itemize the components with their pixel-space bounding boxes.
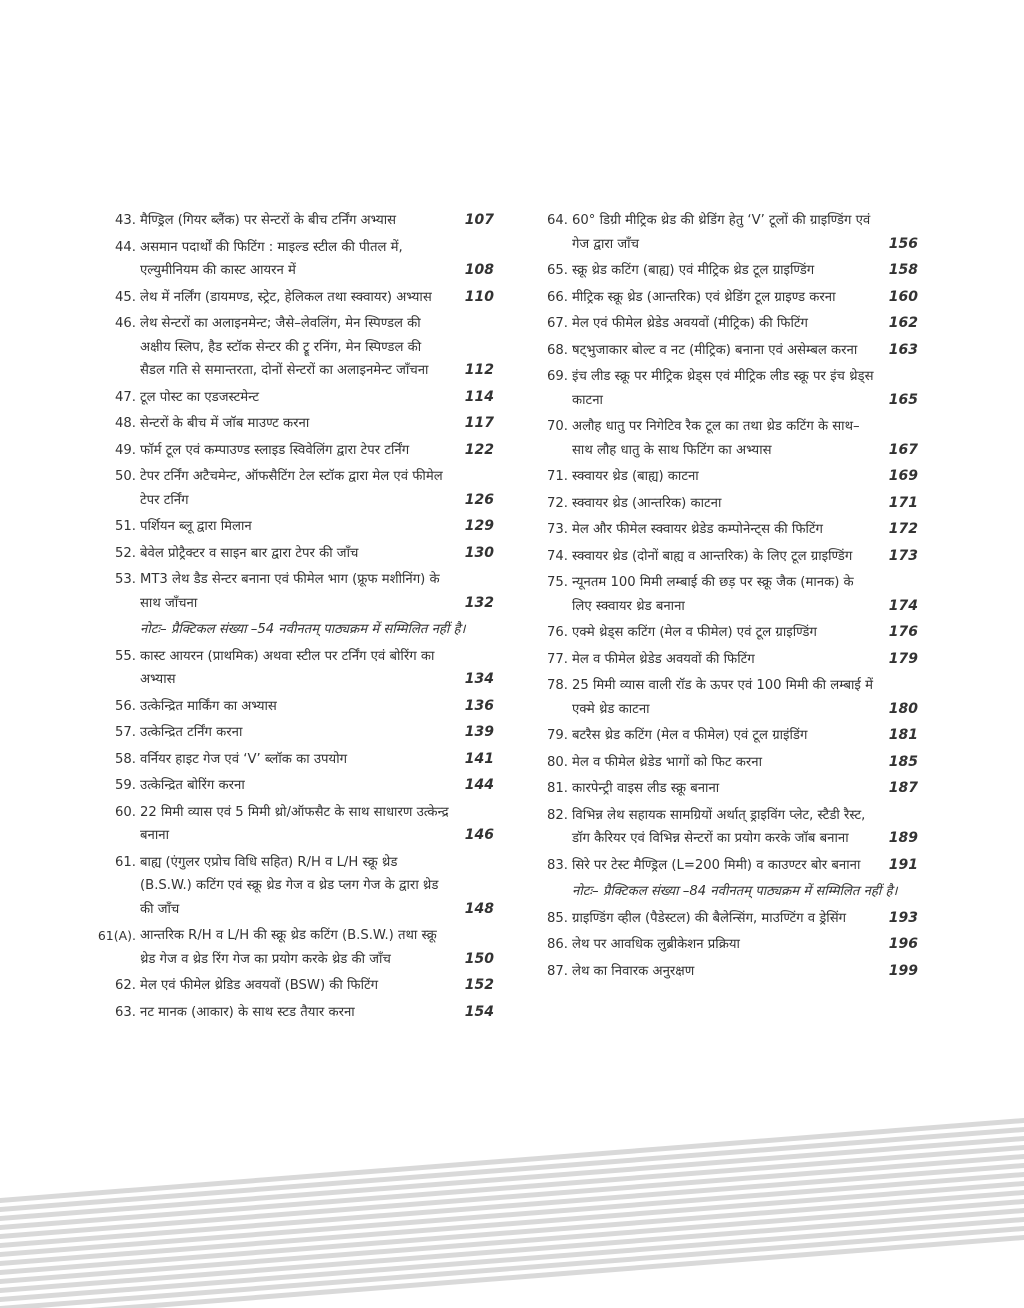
entry-page-number: 152 [464, 977, 494, 993]
contents-entry [96, 209, 494, 233]
entry-title: वर्नियर हाइट गेज एवं ‘V’ ब्लॉक का उपयोग [140, 751, 348, 767]
entry-number: 53. [115, 572, 136, 587]
contents-entry [96, 515, 494, 539]
entry-number: 46. [115, 316, 136, 331]
note-text: नोटः– प्रैक्टिकल संख्या –84 नवीनतम् पाठ्यक्रम में सम्मिलित नहीं है। [572, 884, 898, 899]
contents-entry [528, 312, 918, 336]
entry-number: 83. [547, 857, 568, 873]
entry-title: लेथ सेन्टरों का अलाइनमेन्ट; जैसे–लेवलिंग, मेन स्पिण्डल की अक्षीय स्लिप, हैड स्टॉक सेन्टर की ट्रू रनिंग, मेन स्पिण्डल की सैडल गति से समान्तरता, दोनों सेन्टरों का अलाइनमेन्ट जाँचना [140, 316, 429, 378]
entry-title: कास्ट आयरन (प्राथमिक) अथवा स्टील पर टर्निंग एवं बोरिंग का अभ्यास [140, 648, 435, 687]
contents-entry [528, 209, 918, 256]
entry-page-number: 199 [888, 962, 918, 979]
contents-entry [96, 974, 494, 998]
entry-title: पर्शियन ब्लू द्वारा मिलान [140, 519, 252, 534]
entry-title: अलौह धातु पर निगेटिव रैक टूल का तथा थ्रेड कटिंग के साथ–साथ लौह धातु के साथ फिटिंग का अभ्यास [572, 419, 860, 458]
entry-number: 52. [115, 545, 136, 561]
entry-page-number: 141 [464, 750, 494, 767]
entry-page-number: 185 [888, 753, 918, 770]
contents-entry [96, 568, 494, 615]
entry-title: टेपर टर्निंग अटैचमेन्ट, ऑफसैटिंग टेल स्टॉक द्वारा मेल एवं फीमेल टेपर टर्निंग [140, 469, 443, 508]
entry-page-number: 169 [888, 468, 918, 484]
entry-number: 57. [115, 725, 136, 740]
contents-entry [96, 1001, 494, 1025]
entry-number: 66. [547, 289, 568, 305]
entry-number: 82. [547, 807, 568, 823]
contents-entry [528, 286, 918, 310]
entry-title: मेल और फीमेल स्क्वायर थ्रेडेड कम्पोनेन्ट्स की फिटिंग [572, 522, 823, 537]
entry-page-number: 193 [888, 909, 918, 926]
entry-number: 73. [547, 522, 568, 537]
entry-page-number: 179 [888, 650, 918, 667]
entry-page-number: 107 [464, 212, 494, 228]
entry-page-number: 110 [464, 288, 494, 305]
contents-entry [528, 907, 918, 931]
entry-number: 48. [115, 416, 136, 431]
entry-page-number: 129 [464, 518, 494, 534]
entry-number: 63. [115, 1004, 136, 1020]
entry-number: 59. [115, 778, 136, 793]
entry-page-number: 146 [464, 827, 494, 843]
decorative-stripes [0, 1118, 1024, 1308]
entry-title: नट मानक (आकार) के साथ स्टड तैयार करना [140, 1004, 355, 1020]
entry-number: 64. [547, 213, 568, 228]
entry-page-number: 162 [888, 315, 918, 331]
entry-page-number: 122 [464, 441, 494, 458]
entry-title: टूल पोस्ट का एडजस्टमेन्ट [140, 389, 259, 405]
entry-number: 51. [115, 519, 136, 534]
entry-number: 58. [115, 751, 136, 767]
contents-entry [528, 933, 918, 957]
contents-entry [96, 721, 494, 745]
entry-page-number: 126 [464, 491, 494, 508]
contents-entry [528, 648, 918, 672]
entry-page-number: 136 [464, 697, 494, 714]
entry-number: 69. [547, 369, 568, 384]
entry-title: स्क्वायर थ्रेड (बाह्य) काटना [572, 469, 699, 484]
contents-entry [96, 465, 494, 512]
entry-number: 70. [547, 419, 568, 434]
entry-number: 43. [115, 213, 136, 228]
entry-page-number: 117 [464, 415, 494, 431]
entry-number: 71. [547, 469, 568, 484]
entry-page-number: 174 [888, 597, 918, 614]
entry-title: न्यूनतम 100 मिमी लम्बाई की छड़ पर स्क्रू जैक (मानक) के लिए स्क्वायर थ्रेड बनाना [572, 575, 854, 614]
contents-entry [96, 645, 494, 692]
entry-page-number: 167 [888, 441, 918, 458]
entry-page-number: 176 [888, 624, 918, 640]
entry-page-number: 189 [888, 830, 918, 846]
entry-title: मैण्ड्रिल (गियर ब्लैंक) पर सेन्टरों के बीच टर्निंग अभ्यास [140, 213, 397, 228]
entry-page-number: 172 [888, 521, 918, 537]
entry-number: 61(A). [97, 928, 136, 943]
entry-number: 78. [547, 678, 568, 693]
entry-page-number: 163 [888, 341, 918, 358]
contents-entry [528, 365, 918, 412]
contents-entry [96, 748, 494, 772]
contents-entry [528, 804, 918, 851]
entry-number: 79. [547, 728, 568, 743]
contents-entry [96, 851, 494, 922]
entry-title: मेल एवं फीमेल थ्रेडिड अवयवों (BSW) की फिटिंग [140, 978, 379, 993]
contents-entry [528, 545, 918, 569]
contents-entry [528, 339, 918, 363]
entry-page-number: 187 [888, 780, 918, 796]
entry-title: ग्राइण्डिंग व्हील (पैडेस्टल) की बैलेन्सिंग, माउण्टिंग व ड्रेसिंग [572, 910, 847, 926]
contents-entry [528, 621, 918, 645]
entry-page-number: 154 [464, 1003, 494, 1020]
contents-entry [528, 492, 918, 516]
entry-number: 56. [115, 698, 136, 714]
contents-entry [96, 286, 494, 310]
entry-page-number: 112 [464, 362, 494, 378]
contents-left-column [96, 209, 494, 1027]
entry-number: 67. [547, 316, 568, 331]
entry-title: 22 मिमी व्यास एवं 5 मिमी थ्रो/ऑफसैट के साथ साधारण उत्केन्द्र बनाना [140, 804, 449, 843]
contents-entry [96, 542, 494, 566]
entry-title: लेथ में नर्लिंग (डायमण्ड, स्ट्रेट, हेलिकल तथा स्क्वायर) अभ्यास [140, 289, 432, 305]
entry-number: 47. [115, 389, 136, 405]
note-text: नोटः– प्रैक्टिकल संख्या –54 नवीनतम् पाठ्यक्रम में सम्मिलित नहीं है। [140, 622, 466, 637]
entry-title: स्क्रू थ्रेड कटिंग (बाह्य) एवं मीट्रिक थ्रेड टूल ग्राइण्डिंग [572, 263, 815, 278]
contents-entry [528, 465, 918, 489]
entry-page-number: 196 [888, 936, 918, 952]
entry-title: लेथ का निवारक अनुरक्षण [572, 963, 695, 979]
contents-entry [96, 386, 494, 410]
entry-number: 68. [547, 342, 568, 358]
entry-title: मेल व फीमेल थ्रेडेड भागों को फिट करना [572, 754, 763, 770]
entry-page-number: 130 [464, 544, 494, 561]
entry-number: 85. [547, 910, 568, 926]
entry-number: 65. [547, 263, 568, 278]
entry-page-number: 139 [464, 724, 494, 740]
entry-page-number: 108 [464, 262, 494, 278]
entry-title: कारपेन्ट्री वाइस लीड स्क्रू बनाना [572, 781, 720, 796]
entry-number: 76. [547, 625, 568, 640]
entry-number: 74. [547, 548, 568, 564]
contents-entry [96, 801, 494, 848]
entry-title: मेल व फीमेल थ्रेडेड अवयवों की फिटिंग [572, 651, 755, 667]
entry-page-number: 134 [464, 671, 494, 687]
entry-number: 75. [547, 575, 568, 590]
entry-page-number: 171 [888, 494, 918, 511]
entry-page-number: 173 [888, 547, 918, 564]
entry-page-number: 114 [464, 388, 494, 405]
entry-title: बटरैस थ्रेड कटिंग (मेल व फीमेल) एवं टूल ग्राइंडिंग [572, 728, 808, 743]
entry-title: आन्तरिक R/H व L/H की स्क्रू थ्रेड कटिंग (B.S.W.) तथा स्क्रू थ्रेड गेज व थ्रेड रिंग गेज का प्रयोग करके थ्रेड की जाँच [140, 928, 437, 967]
entry-page-number: 180 [888, 700, 918, 717]
entry-title: स्क्वायर थ्रेड (दोनों बाह्य व आन्तरिक) के लिए टूल ग्राइण्डिंग [572, 548, 853, 564]
contents-entry [96, 236, 494, 283]
entry-page-number: 156 [888, 235, 918, 252]
entry-title: असमान पदार्थों की फिटिंग : माइल्ड स्टील की पीतल में, एल्युमीनियम की कास्ट आयरन में [140, 239, 403, 278]
entry-page-number: 160 [888, 288, 918, 305]
entry-title: सेन्टरों के बीच में जॉब माउण्ट करना [140, 416, 310, 431]
entry-page-number: 158 [888, 262, 918, 278]
entry-number: 61. [115, 854, 136, 870]
entry-number: 50. [115, 469, 136, 484]
entry-title: बेवेल प्रोट्रैक्टर व साइन बार द्वारा टेपर की जाँच [140, 545, 359, 561]
contents-entry [96, 695, 494, 719]
contents-entry [528, 854, 918, 878]
contents-entry [96, 312, 494, 383]
entry-title: बाह्य (एंगुलर एप्रोच विधि सहित) R/H व L/H स्क्रू थ्रेड (B.S.W.) कटिंग एवं स्क्रू थ्रेड गेज व थ्रेड प्लग गेज के द्वारा थ्रेड की जाँच [140, 854, 439, 917]
entry-number: 60. [115, 804, 136, 820]
entry-page-number: 144 [464, 777, 494, 793]
entry-title: 60° डिग्री मीट्रिक थ्रेड की थ्रेडिंग हेतु ‘V’ टूलों की ग्राइण्डिंग एवं गेज द्वारा जाँच [572, 213, 871, 252]
entry-number: 45. [115, 289, 136, 305]
entry-page-number: 181 [888, 727, 918, 743]
contents-entry [528, 751, 918, 775]
entry-title: उत्केन्द्रित बोरिंग करना [140, 778, 245, 793]
entry-title: विभिन्न लेथ सहायक सामग्रियों अर्थात् ड्राइविंग प्लेट, स्टैडी रैस्ट, डॉग कैरियर एवं विभिन्न सेन्टरों का प्रयोग करके जॉब बनाना [572, 807, 866, 846]
contents-entry [528, 571, 918, 618]
entry-number: 81. [547, 781, 568, 796]
entry-page-number: 148 [464, 900, 494, 917]
contents-entry [528, 777, 918, 801]
entry-page-number: 165 [888, 391, 918, 408]
entry-title: उत्केन्द्रित टर्निंग करना [140, 725, 243, 740]
entry-title: एक्मे थ्रेड्स कटिंग (मेल व फीमेल) एवं टूल ग्राइण्डिंग [572, 625, 817, 640]
entry-title: फॉर्म टूल एवं कम्पाउण्ड स्लाइड स्विवेलिंग द्वारा टेपर टर्निंग [140, 442, 410, 458]
entry-number: 86. [547, 937, 568, 952]
entry-number: 44. [115, 239, 136, 255]
entry-number: 77. [547, 651, 568, 667]
contents-entry [96, 924, 494, 971]
entry-title: स्क्वायर थ्रेड (आन्तरिक) काटना [572, 495, 722, 511]
entry-title: लेथ पर आवधिक लुब्रीकेशन प्रक्रिया [572, 937, 740, 952]
entry-title: मेल एवं फीमेल थ्रेडेड अवयवों (मीट्रिक) की फिटिंग [572, 316, 808, 331]
entry-title: इंच लीड स्क्रू पर मीट्रिक थ्रेड्स एवं मीट्रिक लीड स्क्रू पर इंच थ्रेड्स काटना [572, 369, 874, 408]
contents-right-column [528, 209, 918, 986]
contents-entry [96, 439, 494, 463]
entry-number: 62. [115, 978, 136, 993]
contents-entry [96, 412, 494, 436]
entry-title: 25 मिमी व्यास वाली रॉड के ऊपर एवं 100 मिमी की लम्बाई में एक्मे थ्रेड काटना [572, 678, 873, 717]
entry-page-number: 150 [464, 950, 494, 967]
entry-title: सिरे पर टेस्ट मैण्ड्रिल (L=200 मिमी) व काउण्टर बोर बनाना [572, 857, 861, 873]
contents-entry [528, 674, 918, 721]
entry-title: मीट्रिक स्क्रू थ्रेड (आन्तरिक) एवं थ्रेडिंग टूल ग्राइण्ड करना [572, 289, 836, 305]
contents-entry [528, 518, 918, 542]
entry-title: MT3 लेथ डैड सेन्टर बनाना एवं फीमेल भाग (फ्रूफ मशीनिंग) के साथ जाँचना [140, 572, 440, 611]
contents-entry [528, 259, 918, 283]
contents-entry [528, 960, 918, 984]
contents-entry [528, 415, 918, 462]
entry-number: 80. [547, 754, 568, 770]
entry-number: 55. [115, 648, 136, 664]
entry-number: 72. [547, 495, 568, 511]
entry-title: षट्भुजाकार बोल्ट व नट (मीट्रिक) बनाना एवं असेम्बल करना [572, 342, 858, 358]
entry-page-number: 191 [888, 856, 918, 873]
entry-number: 49. [115, 442, 136, 458]
entry-number: 87. [547, 963, 568, 979]
contents-entry [96, 774, 494, 798]
entry-page-number: 132 [464, 594, 494, 611]
entry-title: उत्केन्द्रित मार्किंग का अभ्यास [140, 698, 277, 714]
contents-entry [528, 724, 918, 748]
